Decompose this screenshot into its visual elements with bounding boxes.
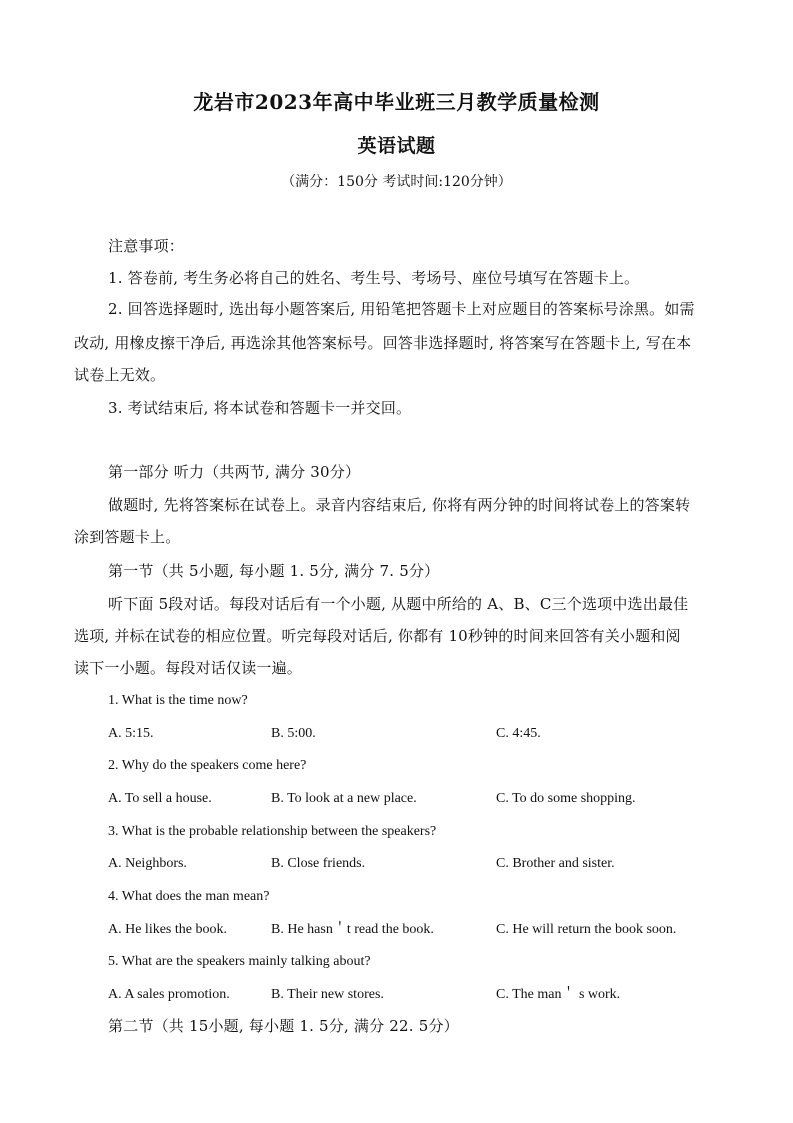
part1-intro-line: 涂到答题卡上。	[74, 528, 181, 546]
option-c: C. He will return the book soon.	[496, 922, 677, 937]
question-text: 3. What is the probable relationship between the speakers?	[108, 824, 437, 839]
option-a: A. To sell a house.	[108, 791, 212, 806]
section1-instruction-line: 选项, 并标在试卷的相应位置。听完每段对话后, 你都有 10秒钟的时间来回答有关小题和阅	[74, 627, 681, 645]
question-text: 1. What is the time now?	[108, 693, 248, 708]
option-b: B. He hasn＇t read the book.	[271, 922, 434, 937]
exam-subject: 英语试题	[357, 135, 436, 157]
part1-heading: 第一部分 听力（共两节, 满分 30分）	[108, 463, 361, 481]
option-c: C. Brother and sister.	[496, 856, 615, 871]
option-b: B. 5:00.	[271, 726, 316, 741]
notice-heading: 注意事项：	[108, 237, 185, 255]
notice-line: 改动, 用橡皮擦干净后, 再选涂其他答案标号。回答非选择题时, 将答案写在答题卡上, 写在本	[74, 334, 692, 352]
notice-line: 1. 答卷前, 考生务必将自己的姓名、考生号、考场号、座位号填写在答题卡上。	[108, 269, 640, 287]
option-c: C. To do some shopping.	[496, 791, 636, 806]
question-text: 5. What are the speakers mainly talking about?	[108, 954, 371, 969]
option-c: C. The man＇ s work.	[496, 987, 621, 1002]
notice-line: 3. 考试结束后, 将本试卷和答题卡一并交回。	[108, 399, 412, 417]
notice-line: 2. 回答选择题时, 选出每小题答案后, 用铅笔把答题卡上对应题目的答案标号涂黑。如需	[108, 300, 695, 318]
option-b: B. Close friends.	[271, 856, 366, 871]
question-text: 2. Why do the speakers come here?	[108, 758, 307, 773]
section1-instruction-line: 听下面 5段对话。每段对话后有一个小题, 从题中所给的 A、B、C三个选项中选出最佳	[108, 595, 689, 613]
notice-line: 试卷上无效。	[74, 366, 166, 384]
section1-instruction-line: 读下一小题。每段对话仅读一遍。	[74, 659, 303, 677]
option-a: A. He likes the book.	[108, 922, 227, 937]
section1-heading: 第一节（共 5小题, 每小题 1. 5分, 满分 7. 5分）	[108, 562, 440, 580]
exam-title: 龙岩市2023年高中毕业班三月教学质量检测	[193, 90, 600, 114]
option-a: A. Neighbors.	[108, 856, 187, 871]
exam-info: （满分：150分 考试时间:120分钟）	[281, 174, 512, 190]
option-b: B. To look at a new place.	[271, 791, 417, 806]
part1-intro-line: 做题时, 先将答案标在试卷上。录音内容结束后, 你将有两分钟的时间将试卷上的答案转	[108, 496, 691, 514]
option-a: A. 5:15.	[108, 726, 154, 741]
option-c: C. 4:45.	[496, 726, 541, 741]
section2-heading: 第二节（共 15小题, 每小题 1. 5分, 满分 22. 5分）	[108, 1017, 459, 1035]
option-b: B. Their new stores.	[271, 987, 384, 1002]
option-a: A. A sales promotion.	[108, 987, 230, 1002]
question-text: 4. What does the man mean?	[108, 889, 270, 904]
